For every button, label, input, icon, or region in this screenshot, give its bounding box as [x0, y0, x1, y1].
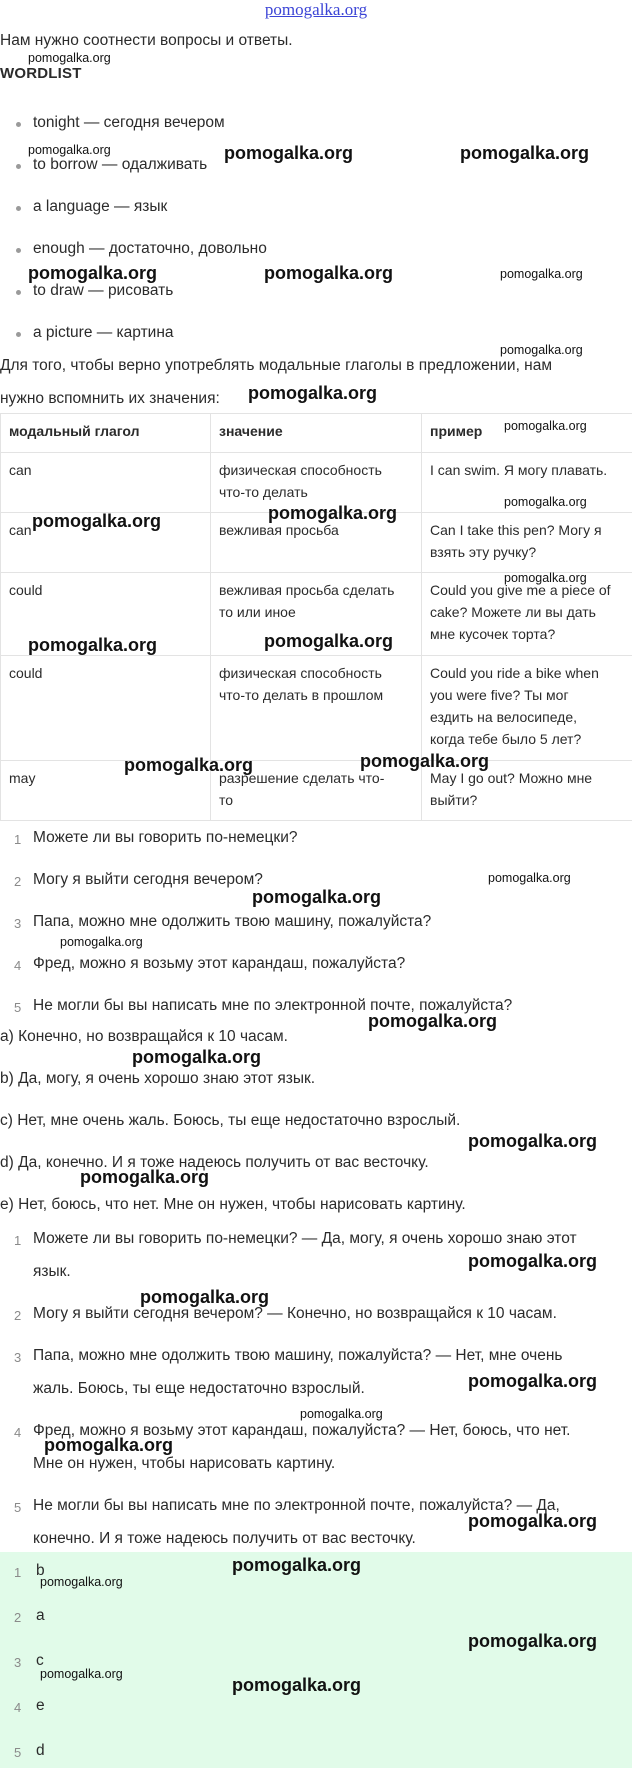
- list-number: 1: [14, 832, 22, 847]
- watermark: pomogalka.org: [40, 1667, 123, 1681]
- table-header-cell: значение: [211, 414, 422, 453]
- dialogue-line: Могу я выйти сегодня вечером? — Конечно, но возвращайся к 10 часам.: [33, 1305, 557, 1322]
- dialogue-line: Фред, можно я возьму этот карандаш, пожалуйста? — Нет, боюсь, что нет.: [33, 1422, 571, 1439]
- watermark: pomogalka.org: [140, 1287, 270, 1307]
- question-item: Папа, можно мне одолжить твою машину, пожалуйста?: [33, 913, 432, 930]
- list-number: 2: [14, 1610, 22, 1625]
- watermark: pomogalka.org: [468, 1131, 598, 1151]
- table-cell-meaning: физическая способность что-то делать: [211, 453, 422, 513]
- watermark: pomogalka.org: [252, 887, 382, 907]
- table-cell-meaning: физическая способность что-то делать в прошлом: [211, 656, 422, 761]
- watermark: pomogalka.org: [28, 263, 158, 283]
- wordlist-item: a language — язык: [33, 198, 168, 215]
- wordlist-item: to borrow — одалживать: [33, 156, 208, 173]
- table-cell-meaning: вежливая просьба: [211, 513, 422, 573]
- list-number: 5: [14, 1500, 22, 1515]
- dialogue-line: Не могли бы вы написать мне по электронной почте, пожалуйста? — Да,: [33, 1497, 560, 1514]
- dialogue-line: Мне он нужен, чтобы нарисовать картину.: [33, 1455, 336, 1472]
- watermark: pomogalka.org: [232, 1555, 362, 1575]
- table-cell-meaning: вежливая просьба сделать то или иное: [211, 573, 422, 656]
- list-number: 5: [14, 1745, 22, 1760]
- table-cell-verb: can: [1, 513, 211, 573]
- option-item: e) Нет, боюсь, что нет. Мне он нужен, чтобы нарисовать картину.: [0, 1196, 466, 1213]
- dialogue-line: жаль. Боюсь, ты еще недостаточно взрослый.: [33, 1380, 365, 1397]
- list-number: 3: [14, 1350, 22, 1365]
- dialogue-line: конечно. И я тоже надеюсь получить от вас весточку.: [33, 1530, 416, 1547]
- watermark: pomogalka.org: [504, 419, 587, 433]
- watermark: pomogalka.org: [504, 495, 587, 509]
- answer-letter: e: [36, 1697, 45, 1714]
- watermark: pomogalka.org: [264, 263, 394, 283]
- table-row: [1, 656, 632, 761]
- watermark: pomogalka.org: [368, 1011, 498, 1031]
- wordlist-item: a picture — картина: [33, 324, 174, 341]
- bullet-icon: [16, 122, 21, 127]
- bullet-icon: [16, 206, 21, 211]
- question-item: Можете ли вы говорить по-немецки?: [33, 829, 298, 846]
- wordlist-item: to draw — рисовать: [33, 282, 174, 299]
- wordlist-item: enough — достаточно, довольно: [33, 240, 267, 257]
- modal-verbs-table: [0, 413, 632, 821]
- answer-letter: b: [36, 1562, 45, 1579]
- watermark: pomogalka.org: [124, 755, 254, 775]
- question-item: Фред, можно я возьму этот карандаш, пожалуйста?: [33, 955, 406, 972]
- option-item: b) Да, могу, я очень хорошо знаю этот язык.: [0, 1070, 316, 1087]
- watermark: pomogalka.org: [360, 751, 490, 771]
- watermark: pomogalka.org: [468, 1631, 598, 1651]
- intro-text: Нам нужно соотнести вопросы и ответы.: [0, 32, 293, 49]
- watermark: pomogalka.org: [468, 1371, 598, 1391]
- option-item: c) Нет, мне очень жаль. Боюсь, ты еще недостаточно взрослый.: [0, 1112, 461, 1129]
- answer-letter: d: [36, 1742, 45, 1759]
- bullet-icon: [16, 164, 21, 169]
- table-cell-example: Can I take this pen? Могу я взять эту ручку?: [422, 513, 632, 573]
- watermark: pomogalka.org: [248, 383, 378, 403]
- table-cell-meaning: разрешение сделать что- то: [211, 761, 422, 821]
- watermark: pomogalka.org: [500, 343, 583, 357]
- list-number: 3: [14, 1655, 22, 1670]
- list-number: 2: [14, 1308, 22, 1323]
- watermark: pomogalka.org: [28, 51, 111, 65]
- explanation-line: Для того, чтобы верно употреблять модальные глаголы в предложении, нам: [0, 357, 553, 374]
- list-number: 4: [14, 1425, 22, 1440]
- question-item: Не могли бы вы написать мне по электронной почте, пожалуйста?: [33, 997, 513, 1014]
- watermark: pomogalka.org: [300, 1407, 383, 1421]
- table-cell-verb: could: [1, 573, 211, 656]
- answer-letter: a: [36, 1607, 45, 1624]
- dialogue-line: Можете ли вы говорить по-немецки? — Да, могу, я очень хорошо знаю этот: [33, 1230, 577, 1247]
- table-cell-verb: can: [1, 453, 211, 513]
- bullet-icon: [16, 332, 21, 337]
- watermark: pomogalka.org: [488, 871, 571, 885]
- watermark: pomogalka.org: [224, 143, 354, 163]
- table-header-cell: пример: [422, 414, 632, 453]
- list-number: 2: [14, 874, 22, 889]
- watermark: pomogalka.org: [468, 1511, 598, 1531]
- table-cell-example: May I go out? Можно мне выйти?: [422, 761, 632, 821]
- list-number: 1: [14, 1565, 22, 1580]
- table-cell-example: I can swim. Я могу плавать.: [422, 453, 632, 513]
- watermark: pomogalka.org: [28, 143, 111, 157]
- watermark: pomogalka.org: [132, 1047, 262, 1067]
- question-item: Могу я выйти сегодня вечером?: [33, 871, 263, 888]
- list-number: 1: [14, 1233, 22, 1248]
- list-number: 5: [14, 1000, 22, 1015]
- watermark: pomogalka.org: [232, 1675, 362, 1695]
- answer-letter: c: [36, 1652, 44, 1669]
- bullet-icon: [16, 248, 21, 253]
- watermark: pomogalka.org: [44, 1435, 174, 1455]
- table-header-cell: модальный глагол: [1, 414, 211, 453]
- watermark: pomogalka.org: [28, 635, 158, 655]
- watermark: pomogalka.org: [264, 631, 394, 651]
- dialogue-line: Папа, можно мне одолжить твою машину, пожалуйста? — Нет, мне очень: [33, 1347, 563, 1364]
- table-cell-verb: may: [1, 761, 211, 821]
- option-item: a) Конечно, но возвращайся к 10 часам.: [0, 1028, 288, 1045]
- option-item: d) Да, конечно. И я тоже надеюсь получить от вас весточку.: [0, 1154, 429, 1171]
- table-cell-example: Could you ride a bike when you were five? Ты мог ездить на велосипеде, когда тебе было 5 лет?: [422, 656, 632, 761]
- watermark: pomogalka.org: [460, 143, 590, 163]
- list-number: 3: [14, 916, 22, 931]
- watermark: pomogalka.org: [80, 1167, 210, 1187]
- watermark: pomogalka.org: [504, 571, 587, 585]
- site-link[interactable]: pomogalka.org: [264, 0, 368, 19]
- watermark: pomogalka.org: [60, 935, 143, 949]
- list-number: 4: [14, 1700, 22, 1715]
- table-row: [1, 761, 632, 821]
- watermark: pomogalka.org: [468, 1251, 598, 1271]
- watermark: pomogalka.org: [40, 1575, 123, 1589]
- explanation-line: нужно вспомнить их значения:: [0, 390, 220, 407]
- wordlist-item: tonight — сегодня вечером: [33, 114, 225, 131]
- table-cell-verb: could: [1, 656, 211, 761]
- wordlist-title: WORDLIST: [0, 65, 82, 82]
- dialogue-line: язык.: [33, 1263, 71, 1280]
- watermark: pomogalka.org: [268, 503, 398, 523]
- watermark: pomogalka.org: [500, 267, 583, 281]
- list-number: 4: [14, 958, 22, 973]
- watermark: pomogalka.org: [32, 511, 162, 531]
- table-cell-example: Could you give me a piece of cake? Можете ли вы дать мне кусочек торта?: [422, 573, 632, 656]
- bullet-icon: [16, 290, 21, 295]
